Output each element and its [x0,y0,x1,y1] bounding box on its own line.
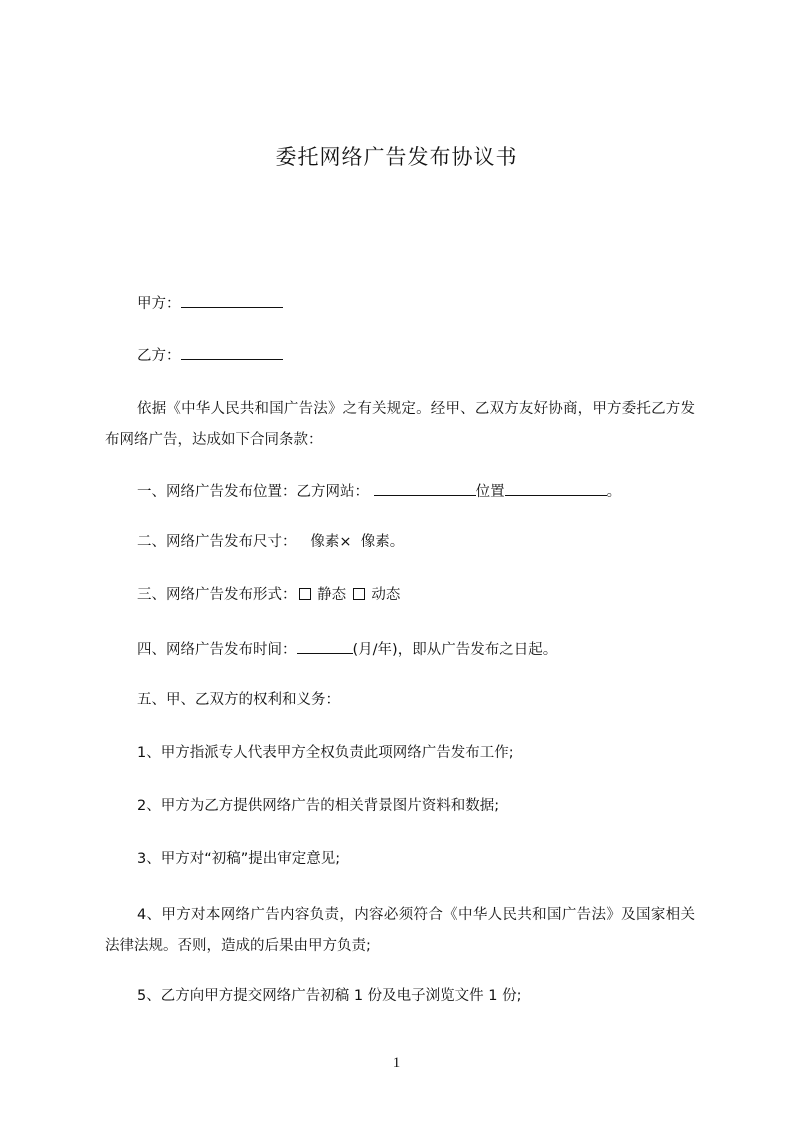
party-a-label: 甲方： [137,296,181,312]
clause-5-item-5: 5、乙方向甲方提交网络广告初稿 1 份及电子浏览文件 1 份; [137,988,522,1004]
clause-1 [137,480,621,502]
clause-4-blank [297,638,353,654]
clause-4-prefix: 四、网络广告发布时间： [137,642,297,658]
clause-5-item-2: 2、甲方为乙方提供网络广告的相关背景图片资料和数据; [137,798,500,814]
static-checkbox [299,588,311,600]
party-b-label: 乙方： [137,348,181,364]
dynamic-checkbox [353,588,365,600]
dynamic-option-label: 动态 [371,587,401,603]
party-a-line [137,292,283,314]
clause-5-item-1: 1、甲方指派专人代表甲方全权负责此项网络广告发布工作; [137,745,514,761]
page-number: 1 [392,1055,401,1071]
party-b-line [137,344,283,366]
party-b-blank [181,344,283,360]
clause-1-position-blank [505,480,607,496]
clause-5-heading: 五、甲、乙双方的权利和义务： [137,692,340,708]
clause-1-prefix: 一、网络广告发布位置：乙方网站： [137,484,369,500]
clause-1-suffix: 。 [606,484,622,500]
party-a-blank [181,292,283,308]
clause-5-item-4: 4、甲方对本网络广告内容负责，内容必须符合《中华人民共和国广告法》及国家相关法律法规。否则，造成的后果由甲方负责; [105,907,695,954]
clause-3 [137,585,400,605]
clause-2: 二、网络广告发布尺寸： 像素× 像素。 [137,534,405,550]
clause-5-item-3: 3、甲方对“初稿”提出审定意见; [137,851,341,867]
clause-1-mid: 位置 [475,484,505,500]
clause-4 [137,638,557,660]
static-option-label: 静态 [317,587,347,603]
clause-1-site-blank [374,480,476,496]
clause-3-prefix: 三、网络广告发布形式： [137,587,297,603]
intro-paragraph: 依据《中华人民共和国广告法》之有关规定。经甲、乙双方友好协商，甲方委托乙方发布网络广告，达成如下合同条款： [105,401,695,448]
document-title: 委托网络广告发布协议书 [275,145,518,169]
clause-4-suffix: (月/年)，即从广告发布之日起。 [352,642,558,658]
